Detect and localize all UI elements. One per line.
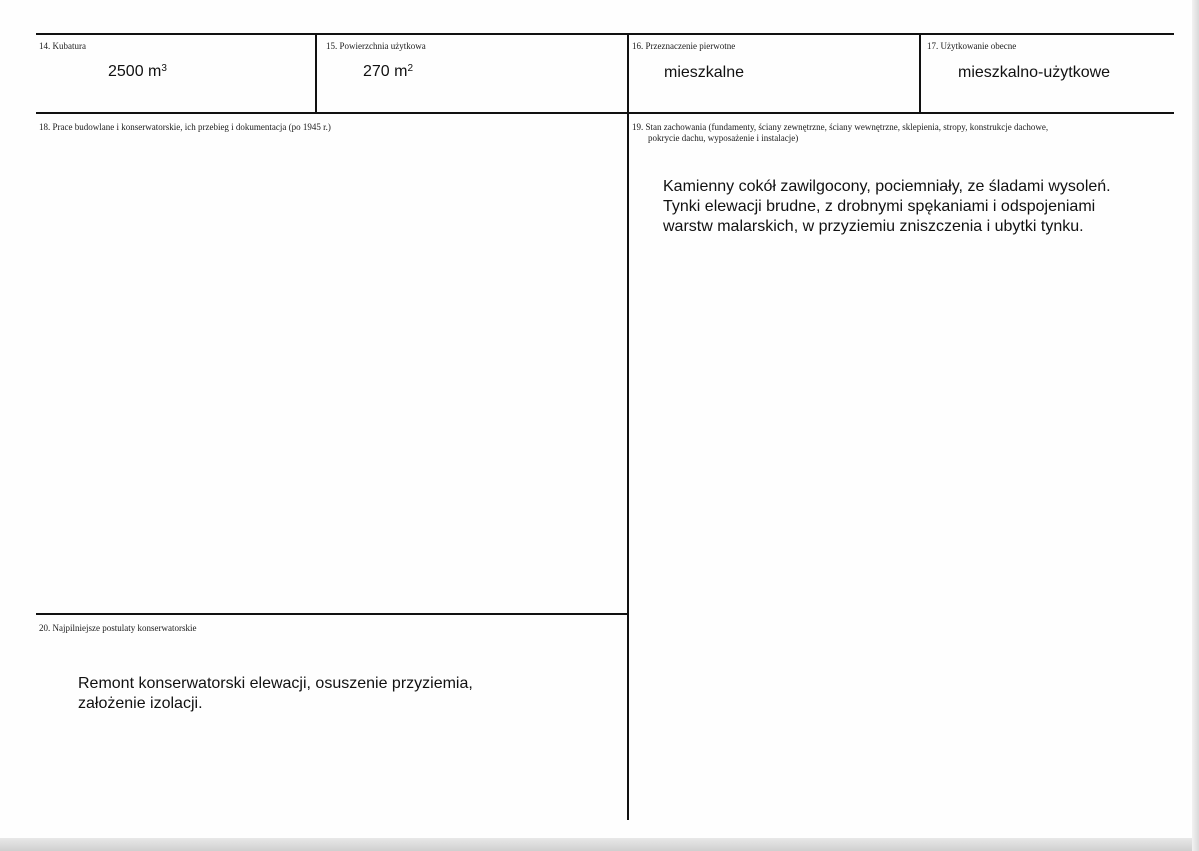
top-border-line bbox=[36, 33, 1174, 35]
field-14-label: 14. Kubatura bbox=[39, 41, 86, 51]
field-15-unit-exponent: 2 bbox=[407, 63, 414, 74]
section20-divider-line bbox=[36, 613, 629, 615]
field-20-label: 20. Najpilniejsze postulaty konserwatorskie bbox=[39, 623, 197, 633]
field-15-value bbox=[363, 62, 413, 82]
column-divider-16-17 bbox=[919, 34, 921, 114]
field-18-label: 18. Prace budowlane i konserwatorskie, ich przebieg i dokumentacja (po 1945 r.) bbox=[39, 122, 331, 132]
field-19-text-line2: Tynki elewacji brudne, z drobnymi spękaniami i odspojeniami bbox=[663, 198, 1096, 215]
field-14-unit-exponent: 3 bbox=[161, 63, 167, 74]
field-19-text-line1: Kamienny cokół zawilgocony, pociemniały, ze śladami wysoleń. bbox=[663, 178, 1111, 195]
scan-bottom-edge bbox=[0, 838, 1199, 851]
field-19-label-line1: 19. Stan zachowania (fundamenty, ściany zewnętrzne, ściany wewnętrzne, sklepienia, stropy, konstrukcje dachowe, bbox=[632, 122, 1049, 132]
field-19-label-line2: pokrycie dachu, wyposażenie i instalacje) bbox=[648, 133, 799, 143]
field-16-label: 16. Przeznaczenie pierwotne bbox=[632, 41, 736, 51]
column-divider-14-15 bbox=[315, 34, 317, 114]
field-14-value-text: 2500 m bbox=[108, 63, 162, 80]
field-15-value-text: 270 m bbox=[363, 63, 408, 80]
field-19-text-line3: warstw malarskich, w przyziemiu zniszczenia i ubytki tynku. bbox=[663, 218, 1084, 235]
field-15-label: 15. Powierzchnia użytkowa bbox=[326, 41, 426, 51]
field-17-value: mieszkalno-użytkowe bbox=[958, 64, 1111, 81]
field-20-text-line2: założenie izolacji. bbox=[78, 695, 203, 712]
column-divider-main bbox=[627, 34, 629, 820]
field-20-text-line1: Remont konserwatorski elewacji, osuszenie przyziemia, bbox=[78, 675, 473, 692]
scan-right-edge bbox=[1192, 0, 1199, 851]
field-14-value bbox=[108, 62, 167, 82]
field-17-label: 17. Użytkowanie obecne bbox=[927, 41, 1017, 51]
row-divider-line bbox=[36, 112, 1174, 114]
field-16-value: mieszkalne bbox=[664, 64, 745, 81]
